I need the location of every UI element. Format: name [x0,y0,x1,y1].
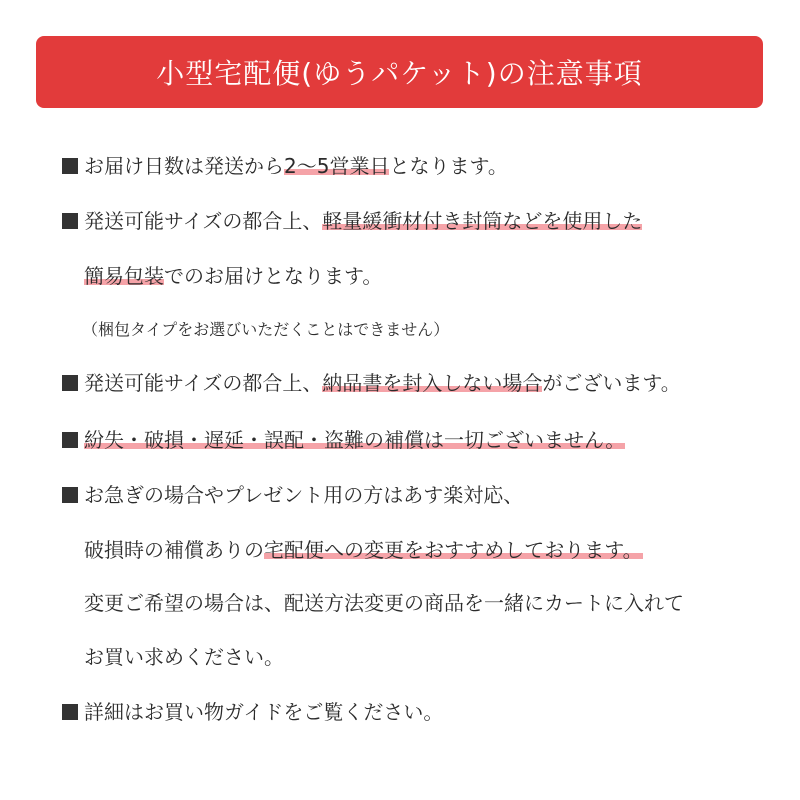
item-text: 発送可能サイズの都合上、 [84,209,323,233]
notice-item-delivery-days [62,154,508,178]
item-text: お届け日数は発送から [84,154,284,178]
notice-item-no-compensation [62,428,625,452]
highlighted-text: 軽量緩衝材付き封筒などを使用した [322,209,643,233]
note-text: （梱包タイプをお選びいただくことはできません） [82,320,450,339]
item-text: 変更ご希望の場合は、配送方法変更の商品を一緒にカートに入れて [84,591,684,615]
page-title: 小型宅配便(ゆうパケット)の注意事項 [156,57,643,90]
item-text: となります。 [389,154,508,178]
highlighted-text: 宅配便への変更をおすすめしております。 [264,538,643,562]
item-text: 破損時の補償ありの [84,538,264,562]
highlighted-text: 2〜5営業日 [284,154,390,178]
notice-item-guide [62,700,443,724]
notice-item-express [62,483,523,507]
square-bullet-icon [62,158,78,174]
notice-item-invoice [62,371,681,395]
item-text: 詳細はお買い物ガイドをご覧ください。 [84,700,444,724]
item-text: お急ぎの場合やプレゼント用の方はあす楽対応、 [84,483,524,507]
square-bullet-icon [62,432,78,448]
notice-item-packaging [62,209,642,233]
square-bullet-icon [62,375,78,391]
item-text: 発送可能サイズの都合上、 [84,371,323,395]
square-bullet-icon [62,213,78,229]
highlighted-text: 納品書を封入しない場合 [322,371,543,395]
notice-item-change-request [84,591,684,615]
notice-item-packaging-cont [84,264,382,288]
item-text: がございます。 [542,371,681,395]
notice-header [36,36,763,108]
square-bullet-icon [62,704,78,720]
square-bullet-icon [62,487,78,503]
notice-item-change-request-cont [84,645,284,669]
notice-item-express-cont [84,538,643,562]
highlighted-text: 簡易包装 [84,264,164,288]
item-text: でのお届けとなります。 [164,264,383,288]
highlighted-text: 紛失・破損・遅延・誤配・盗難の補償は一切ございません。 [84,428,626,452]
notice-item-packaging-note [82,318,449,342]
item-text: お買い求めください。 [84,645,284,669]
